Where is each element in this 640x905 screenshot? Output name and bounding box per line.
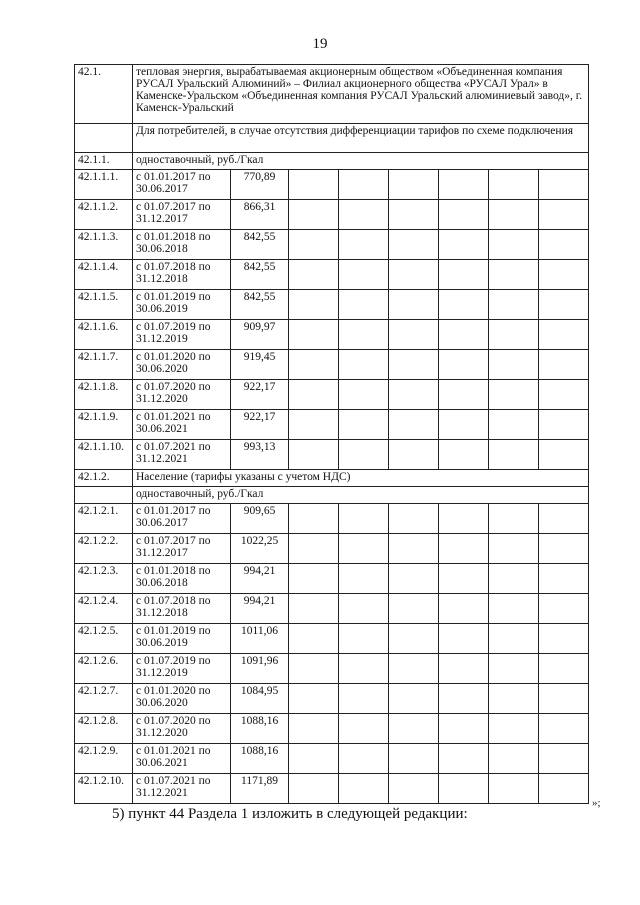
row-number: 42.1.1.1. bbox=[75, 170, 133, 200]
empty-cell bbox=[339, 320, 389, 350]
section-42-1-num: 42.1. bbox=[75, 65, 133, 124]
empty-cell bbox=[439, 594, 489, 624]
group-42-1-2-title: Население (тарифы указаны с учетом НДС) bbox=[133, 470, 589, 487]
row-number: 42.1.1.7. bbox=[75, 350, 133, 380]
empty-cell bbox=[539, 170, 589, 200]
empty-cell bbox=[289, 410, 339, 440]
row-period: с 01.07.2019 по 31.12.2019 bbox=[133, 320, 231, 350]
row-tariff-value: 866,31 bbox=[231, 200, 289, 230]
empty-cell bbox=[489, 170, 539, 200]
empty-cell bbox=[439, 624, 489, 654]
empty-cell bbox=[539, 230, 589, 260]
row-tariff-value: 1022,25 bbox=[231, 534, 289, 564]
empty-cell bbox=[439, 504, 489, 534]
empty-cell bbox=[489, 410, 539, 440]
tariff-row bbox=[75, 684, 589, 714]
empty-cell bbox=[489, 230, 539, 260]
row-period: с 01.01.2017 по 30.06.2017 bbox=[133, 504, 231, 534]
row-number: 42.1.2.3. bbox=[75, 564, 133, 594]
empty-cell bbox=[389, 440, 439, 470]
empty-cell bbox=[289, 350, 339, 380]
empty-cell bbox=[339, 170, 389, 200]
empty-cell bbox=[439, 260, 489, 290]
empty-cell bbox=[339, 260, 389, 290]
empty-cell bbox=[539, 410, 589, 440]
empty-cell bbox=[75, 487, 133, 504]
empty-cell bbox=[289, 654, 339, 684]
tariff-row bbox=[75, 320, 589, 350]
row-tariff-value: 1084,95 bbox=[231, 684, 289, 714]
empty-cell bbox=[539, 654, 589, 684]
empty-cell bbox=[339, 654, 389, 684]
row-tariff-value: 1088,16 bbox=[231, 714, 289, 744]
empty-cell bbox=[389, 290, 439, 320]
row-period: с 01.01.2020 по 30.06.2020 bbox=[133, 684, 231, 714]
empty-cell bbox=[439, 774, 489, 804]
empty-cell bbox=[539, 714, 589, 744]
empty-cell bbox=[439, 380, 489, 410]
empty-cell bbox=[489, 654, 539, 684]
row-tariff-value: 993,13 bbox=[231, 440, 289, 470]
empty-cell bbox=[489, 200, 539, 230]
row-tariff-value: 909,65 bbox=[231, 504, 289, 534]
section-42-1-row bbox=[75, 65, 589, 124]
row-period: с 01.07.2020 по 31.12.2020 bbox=[133, 714, 231, 744]
empty-cell bbox=[289, 504, 339, 534]
closing-quote-mark: »; bbox=[592, 797, 601, 809]
empty-cell bbox=[439, 564, 489, 594]
empty-cell bbox=[289, 594, 339, 624]
row-number: 42.1.1.5. bbox=[75, 290, 133, 320]
empty-cell bbox=[339, 564, 389, 594]
tariff-row bbox=[75, 594, 589, 624]
row-tariff-value: 842,55 bbox=[231, 230, 289, 260]
row-period: с 01.07.2019 по 31.12.2019 bbox=[133, 654, 231, 684]
empty-cell bbox=[289, 774, 339, 804]
row-number: 42.1.2.4. bbox=[75, 594, 133, 624]
tariff-row bbox=[75, 654, 589, 684]
empty-cell bbox=[389, 350, 439, 380]
empty-cell bbox=[289, 714, 339, 744]
row-number: 42.1.2.7. bbox=[75, 684, 133, 714]
empty-cell bbox=[439, 534, 489, 564]
empty-cell bbox=[539, 564, 589, 594]
empty-cell bbox=[289, 320, 339, 350]
row-period: с 01.01.2021 по 30.06.2021 bbox=[133, 744, 231, 774]
empty-cell bbox=[539, 624, 589, 654]
empty-cell bbox=[389, 170, 439, 200]
empty-cell bbox=[489, 260, 539, 290]
tariff-row bbox=[75, 714, 589, 744]
tariff-row bbox=[75, 440, 589, 470]
empty-cell bbox=[339, 774, 389, 804]
empty-cell bbox=[289, 744, 339, 774]
empty-cell bbox=[289, 260, 339, 290]
row-tariff-value: 909,97 bbox=[231, 320, 289, 350]
group-42-1-1-num: 42.1.1. bbox=[75, 153, 133, 170]
empty-cell bbox=[389, 594, 439, 624]
row-tariff-value: 922,17 bbox=[231, 410, 289, 440]
row-period: с 01.01.2020 по 30.06.2020 bbox=[133, 350, 231, 380]
empty-cell bbox=[339, 714, 389, 744]
row-tariff-value: 1091,96 bbox=[231, 654, 289, 684]
tariff-row bbox=[75, 410, 589, 440]
row-tariff-value: 994,21 bbox=[231, 594, 289, 624]
empty-cell bbox=[339, 290, 389, 320]
row-period: с 01.07.2017 по 31.12.2017 bbox=[133, 200, 231, 230]
group-42-1-1-row bbox=[75, 153, 589, 170]
tariff-row bbox=[75, 290, 589, 320]
empty-cell bbox=[439, 714, 489, 744]
empty-cell bbox=[439, 290, 489, 320]
tariff-row bbox=[75, 380, 589, 410]
empty-cell bbox=[289, 534, 339, 564]
tariff-row bbox=[75, 774, 589, 804]
row-number: 42.1.2.1. bbox=[75, 504, 133, 534]
empty-cell bbox=[389, 744, 439, 774]
empty-cell bbox=[389, 200, 439, 230]
row-tariff-value: 919,45 bbox=[231, 350, 289, 380]
empty-cell bbox=[489, 534, 539, 564]
empty-cell bbox=[339, 440, 389, 470]
empty-cell bbox=[539, 200, 589, 230]
empty-cell bbox=[539, 744, 589, 774]
tariff-row bbox=[75, 200, 589, 230]
tariff-row bbox=[75, 564, 589, 594]
section-42-1-title: тепловая энергия, вырабатываемая акционерным обществом «Объединенная компания РУСАЛ Уральский Алюминий» – Филиал акционерного общества «РУСАЛ Урал» в Каменске-Уральском «Объединенная компания РУСАЛ Уральский алюминиевый завод», г. Каменск-Уральский bbox=[133, 65, 589, 124]
empty-cell bbox=[539, 534, 589, 564]
empty-cell bbox=[539, 320, 589, 350]
page-number: 19 bbox=[312, 36, 328, 52]
row-number: 42.1.2.6. bbox=[75, 654, 133, 684]
empty-cell bbox=[339, 350, 389, 380]
empty-cell bbox=[339, 230, 389, 260]
row-number: 42.1.1.9. bbox=[75, 410, 133, 440]
empty-cell bbox=[489, 744, 539, 774]
empty-cell bbox=[489, 290, 539, 320]
empty-cell bbox=[389, 380, 439, 410]
tariff-table bbox=[74, 64, 589, 804]
empty-cell bbox=[289, 200, 339, 230]
empty-cell bbox=[539, 260, 589, 290]
tariff-row bbox=[75, 350, 589, 380]
empty-cell bbox=[389, 774, 439, 804]
empty-cell bbox=[489, 624, 539, 654]
tariff-row bbox=[75, 624, 589, 654]
empty-cell bbox=[489, 350, 539, 380]
row-period: с 01.01.2017 по 30.06.2017 bbox=[133, 170, 231, 200]
row-number: 42.1.1.8. bbox=[75, 380, 133, 410]
row-tariff-value: 842,55 bbox=[231, 260, 289, 290]
amendment-instruction: 5) пункт 44 Раздела 1 изложить в следующей редакции: bbox=[112, 806, 468, 822]
empty-cell bbox=[339, 504, 389, 534]
group-42-1-2-label-row bbox=[75, 487, 589, 504]
empty-cell bbox=[439, 440, 489, 470]
row-period: с 01.07.2021 по 31.12.2021 bbox=[133, 774, 231, 804]
row-period: с 01.01.2021 по 30.06.2021 bbox=[133, 410, 231, 440]
group-42-1-1-label: одноставочный, руб./Гкал bbox=[133, 153, 589, 170]
empty-cell bbox=[389, 564, 439, 594]
empty-cell bbox=[339, 684, 389, 714]
empty-cell bbox=[489, 380, 539, 410]
row-period: с 01.01.2018 по 30.06.2018 bbox=[133, 230, 231, 260]
row-tariff-value: 1171,89 bbox=[231, 774, 289, 804]
row-number: 42.1.1.3. bbox=[75, 230, 133, 260]
empty-cell bbox=[389, 504, 439, 534]
row-period: с 01.07.2017 по 31.12.2017 bbox=[133, 534, 231, 564]
row-period: с 01.01.2019 по 30.06.2019 bbox=[133, 624, 231, 654]
empty-cell bbox=[289, 290, 339, 320]
tariff-row bbox=[75, 504, 589, 534]
empty-cell bbox=[489, 504, 539, 534]
empty-cell bbox=[289, 170, 339, 200]
empty-cell bbox=[489, 714, 539, 744]
empty-cell bbox=[339, 200, 389, 230]
group-42-1-2-num: 42.1.2. bbox=[75, 470, 133, 487]
row-number: 42.1.2.8. bbox=[75, 714, 133, 744]
tariff-row bbox=[75, 230, 589, 260]
group-42-1-2-row bbox=[75, 470, 589, 487]
row-tariff-value: 922,17 bbox=[231, 380, 289, 410]
empty-cell bbox=[289, 440, 339, 470]
row-period: с 01.07.2021 по 31.12.2021 bbox=[133, 440, 231, 470]
row-number: 42.1.1.4. bbox=[75, 260, 133, 290]
empty-cell bbox=[489, 684, 539, 714]
empty-cell bbox=[439, 684, 489, 714]
empty-cell bbox=[289, 624, 339, 654]
empty-cell bbox=[439, 350, 489, 380]
tariff-row bbox=[75, 534, 589, 564]
empty-cell bbox=[489, 320, 539, 350]
empty-cell bbox=[539, 684, 589, 714]
empty-cell bbox=[389, 410, 439, 440]
empty-cell bbox=[489, 774, 539, 804]
row-tariff-value: 770,89 bbox=[231, 170, 289, 200]
empty-cell bbox=[389, 684, 439, 714]
empty-cell bbox=[389, 320, 439, 350]
row-number: 42.1.2.5. bbox=[75, 624, 133, 654]
empty-cell bbox=[289, 230, 339, 260]
section-42-1-note-row bbox=[75, 124, 589, 153]
row-tariff-value: 1088,16 bbox=[231, 744, 289, 774]
row-number: 42.1.2.9. bbox=[75, 744, 133, 774]
empty-cell bbox=[539, 440, 589, 470]
empty-cell bbox=[539, 380, 589, 410]
row-period: с 01.07.2018 по 31.12.2018 bbox=[133, 594, 231, 624]
empty-cell bbox=[439, 170, 489, 200]
empty-cell bbox=[439, 200, 489, 230]
tariff-row bbox=[75, 260, 589, 290]
empty-cell bbox=[289, 564, 339, 594]
empty-cell bbox=[439, 320, 489, 350]
empty-cell bbox=[439, 230, 489, 260]
empty-cell bbox=[339, 380, 389, 410]
empty-cell bbox=[539, 594, 589, 624]
group-42-1-2-label: одноставочный, руб./Гкал bbox=[133, 487, 589, 504]
row-period: с 01.01.2019 по 30.06.2019 bbox=[133, 290, 231, 320]
empty-cell bbox=[339, 534, 389, 564]
empty-cell bbox=[439, 410, 489, 440]
row-period: с 01.07.2018 по 31.12.2018 bbox=[133, 260, 231, 290]
empty-cell bbox=[339, 410, 389, 440]
row-number: 42.1.1.10. bbox=[75, 440, 133, 470]
empty-cell bbox=[389, 714, 439, 744]
empty-cell bbox=[289, 380, 339, 410]
empty-cell bbox=[389, 534, 439, 564]
row-tariff-value: 842,55 bbox=[231, 290, 289, 320]
row-period: с 01.07.2020 по 31.12.2020 bbox=[133, 380, 231, 410]
row-number: 42.1.1.6. bbox=[75, 320, 133, 350]
empty-cell bbox=[75, 124, 133, 153]
row-number: 42.1.1.2. bbox=[75, 200, 133, 230]
empty-cell bbox=[489, 564, 539, 594]
empty-cell bbox=[339, 594, 389, 624]
empty-cell bbox=[489, 440, 539, 470]
empty-cell bbox=[289, 684, 339, 714]
empty-cell bbox=[389, 624, 439, 654]
empty-cell bbox=[539, 504, 589, 534]
empty-cell bbox=[539, 350, 589, 380]
empty-cell bbox=[339, 624, 389, 654]
empty-cell bbox=[439, 654, 489, 684]
row-period: с 01.01.2018 по 30.06.2018 bbox=[133, 564, 231, 594]
section-42-1-note: Для потребителей, в случае отсутствия дифференциации тарифов по схеме подключения bbox=[133, 124, 589, 153]
row-number: 42.1.2.10. bbox=[75, 774, 133, 804]
row-tariff-value: 1011,06 bbox=[231, 624, 289, 654]
empty-cell bbox=[339, 744, 389, 774]
empty-cell bbox=[389, 260, 439, 290]
empty-cell bbox=[389, 230, 439, 260]
row-tariff-value: 994,21 bbox=[231, 564, 289, 594]
tariff-row bbox=[75, 744, 589, 774]
empty-cell bbox=[539, 290, 589, 320]
tariff-row bbox=[75, 170, 589, 200]
empty-cell bbox=[389, 654, 439, 684]
empty-cell bbox=[539, 774, 589, 804]
empty-cell bbox=[489, 594, 539, 624]
empty-cell bbox=[439, 744, 489, 774]
row-number: 42.1.2.2. bbox=[75, 534, 133, 564]
